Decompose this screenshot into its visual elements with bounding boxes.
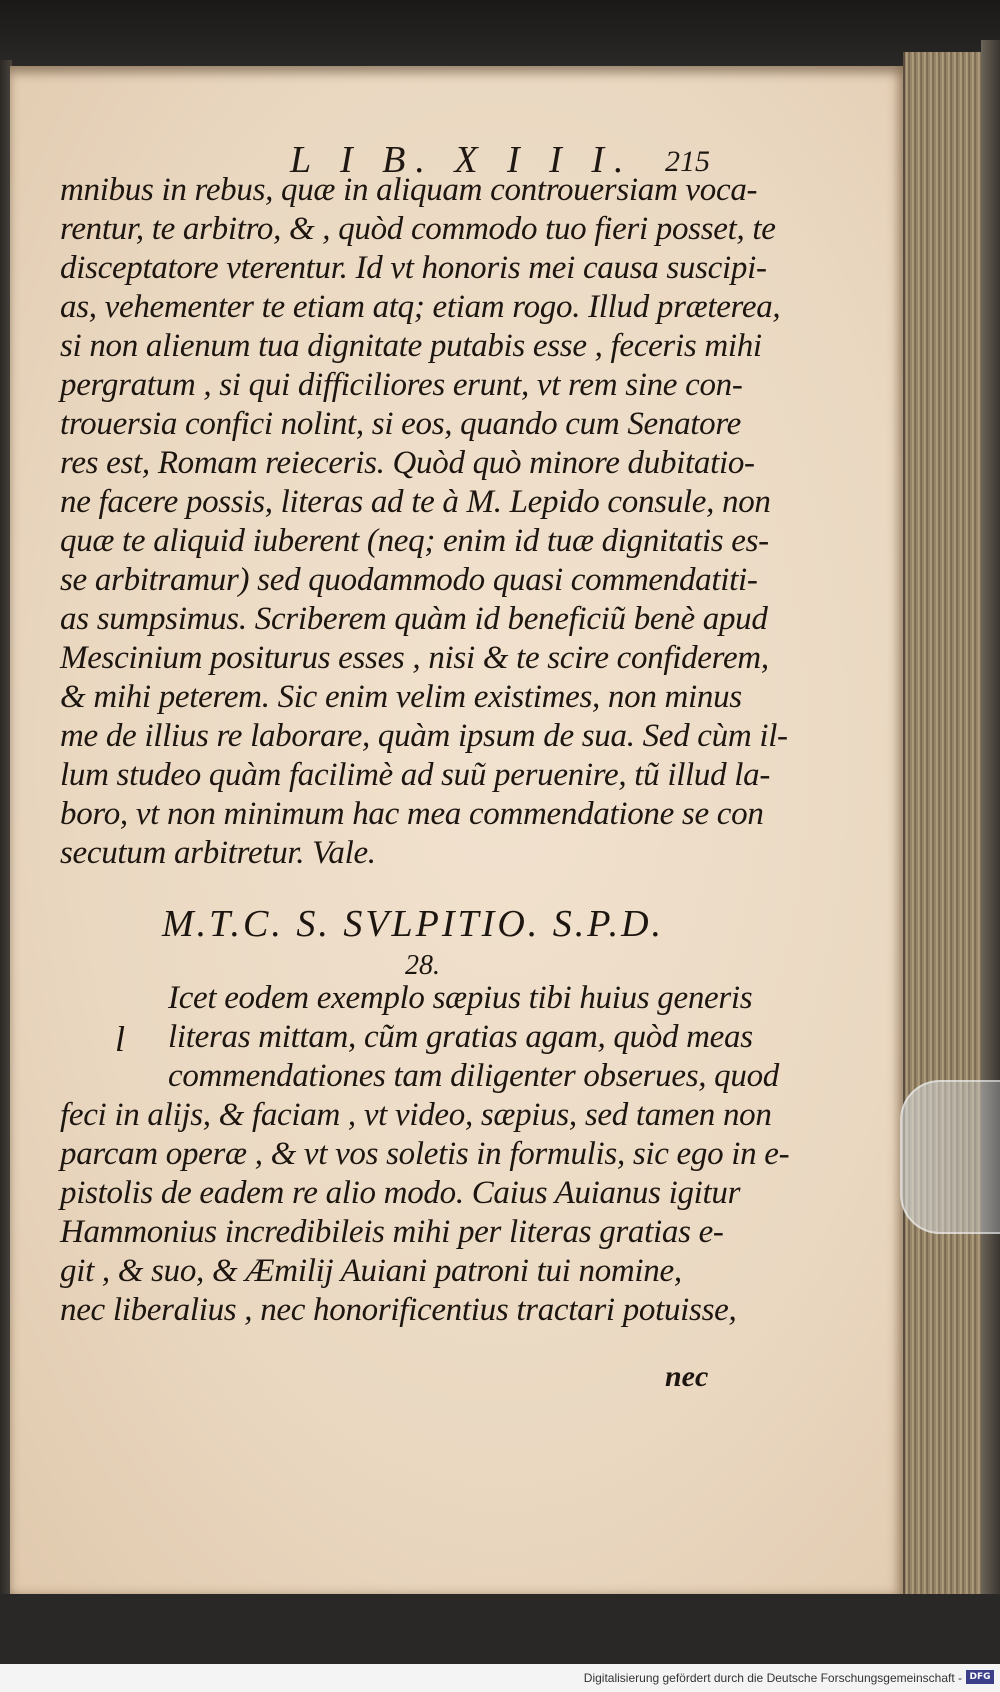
letter-heading: M.T.C. S. SVLPITIO. S.P.D. <box>162 903 665 945</box>
text-line: secutum arbitretur. Vale. <box>60 835 376 871</box>
text-line: pistolis de eadem re alio modo. Caius Auianus igitur <box>60 1175 741 1211</box>
text-line: commendationes tam diligenter obserues, quod <box>168 1058 779 1094</box>
text-line: me de illius re laborare, quàm ipsum de sua. Sed cùm il- <box>60 718 788 754</box>
book-page-edges <box>903 52 983 1612</box>
text-line: & mihi peterem. Sic enim velim existimes, non minus <box>60 679 742 715</box>
text-line: pergratum , si qui difficiliores erunt, vt rem sine con- <box>60 367 743 403</box>
letter-number: 28. <box>405 950 440 981</box>
dfg-logo: DFG <box>966 1670 994 1684</box>
text-line: Icet eodem exemplo sæpius tibi huius generis <box>168 980 753 1016</box>
text-line: ne facere possis, literas ad te à M. Lepido consule, non <box>60 484 771 520</box>
page-number: 215 <box>665 145 710 178</box>
text-line: parcam operæ , & vt vos soletis in formulis, sic ego in e- <box>60 1136 790 1172</box>
funding-credit: Digitalisierung gefördert durch die Deutsche Forschungsgemeinschaft - <box>583 1671 962 1685</box>
book-cover-edge <box>981 40 1000 1640</box>
scan-top-shadow <box>0 0 1000 70</box>
text-line: literas mittam, cũm gratias agam, quòd meas <box>168 1019 753 1055</box>
text-line: mnibus in rebus, quæ in aliquam controuersiam voca- <box>60 172 758 208</box>
running-head: L I B. X I I I. <box>290 139 634 181</box>
text-line: as sumpsimus. Scriberem quàm id beneficiũ benè apud <box>60 601 768 637</box>
text-line: lum studeo quàm facilimè ad suũ peruenire, tũ illud la- <box>60 757 771 793</box>
text-line: res est, Romam reieceris. Quòd quò minore dubitatio- <box>60 445 755 481</box>
text-line: git , & suo, & Æmilij Auiani patroni tui nomine, <box>60 1253 682 1289</box>
text-line: boro, vt non minimum hac mea commendatione se con <box>60 796 764 832</box>
text-line: se arbitramur) sed quodammodo quasi commendatiti- <box>60 562 758 598</box>
text-line: as, vehementer te etiam atq; etiam rogo. Illud præterea, <box>60 289 781 325</box>
text-line: Mescinium positurus esses , nisi & te scire confiderem, <box>60 640 769 676</box>
text-line: Hammonius incredibileis mihi per literas gratias e- <box>60 1214 724 1250</box>
page-clip <box>900 1080 1000 1234</box>
text-line: quæ te aliquid iuberent (neq; enim id tuæ dignitatis es- <box>60 523 769 559</box>
text-line: feci in alijs, & faciam , vt video, sæpius, sed tamen non <box>60 1097 772 1133</box>
text-line: nec liberalius , nec honorificentius tractari potuisse, <box>60 1292 737 1328</box>
text-line: si non alienum tua dignitate putabis esse , feceris mihi <box>60 328 762 364</box>
text-line: rentur, te arbitro, & , quòd commodo tuo fieri posset, te <box>60 211 776 247</box>
text-line: trouersia confici nolint, si eos, quando cum Senatore <box>60 406 742 442</box>
drop-initial: l <box>115 1019 126 1059</box>
text-line: disceptatore vterentur. Id vt honoris mei causa suscipi- <box>60 250 767 286</box>
catchword: nec <box>665 1360 709 1393</box>
scan-bottom-shadow <box>0 1594 1000 1664</box>
